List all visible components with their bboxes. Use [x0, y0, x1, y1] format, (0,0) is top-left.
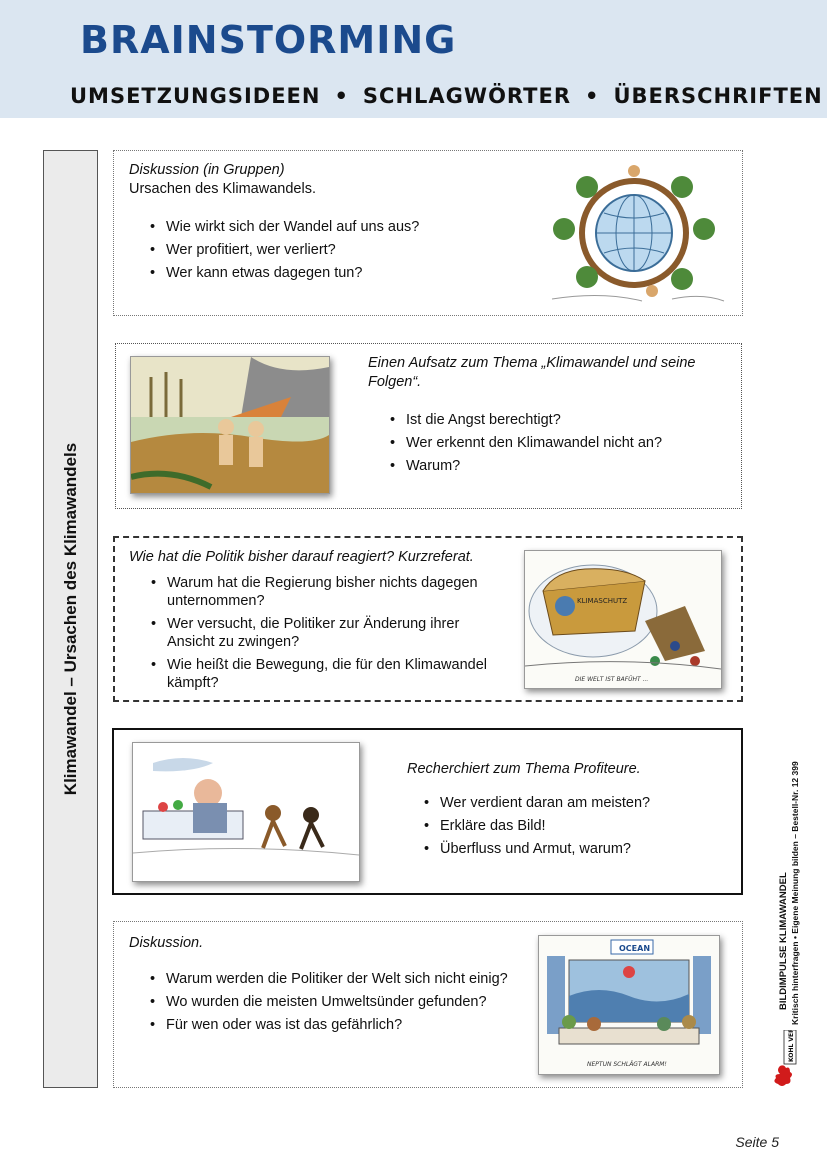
- task-intro-italic: Recherchiert zum Thema Profiteure.: [407, 761, 641, 777]
- task-intro: [129, 161, 316, 199]
- task-intro-italic: Einen Aufsatz zum Thema „Klimawandel und seine Folgen“.: [368, 355, 696, 390]
- page-title: BRAINSTORMING: [80, 18, 457, 62]
- topic-sidebar: [43, 150, 98, 1088]
- task-box-1: [113, 150, 743, 316]
- page-number: Seite 5: [735, 1134, 779, 1150]
- task-questions: [147, 574, 507, 697]
- list-item: • Erkläre das Bild!: [420, 817, 650, 835]
- subtitle-separator: •: [585, 84, 600, 108]
- task-intro: [129, 548, 509, 567]
- publisher-name: KOHL VERLAG: [788, 1030, 795, 1062]
- task-questions: [420, 794, 650, 863]
- list-item: • Überfluss und Armut, warum?: [420, 840, 650, 858]
- list-item: • Wer profitiert, wer verliert?: [146, 241, 419, 259]
- list-item: • Für wen oder was ist das gefährlich?: [146, 1016, 516, 1034]
- list-item: • Wer kann etwas dagegen tun?: [146, 264, 419, 282]
- ark-label: KLIMASCHUTZ: [577, 597, 628, 605]
- ocean-label: OCEAN: [619, 944, 651, 953]
- ocean-cartoon: [538, 935, 720, 1075]
- task-intro-italic: Diskussion (in Gruppen): [129, 162, 285, 178]
- page-subtitle: [70, 84, 823, 108]
- subtitle-part: ÜBERSCHRIFTEN: [613, 84, 823, 108]
- list-item: • Wer versucht, die Politiker zur Änderung ihrer Ansicht zu zwingen?: [147, 615, 507, 651]
- list-item: • Wer erkennt den Klimawandel nicht an?: [386, 434, 662, 452]
- list-item: • Wie wirkt sich der Wandel auf uns aus?: [146, 218, 419, 236]
- header-band: [0, 0, 827, 118]
- task-questions: [386, 411, 662, 480]
- subtitle-separator: •: [334, 84, 349, 108]
- task-intro: [129, 934, 203, 953]
- subtitle-part: SCHLAGWÖRTER: [362, 84, 571, 108]
- book-title: BILDIMPULSE KLIMAWANDEL: [778, 872, 789, 1010]
- list-item: • Wie heißt die Bewegung, die für den Klimawandel kämpft?: [147, 656, 507, 692]
- list-item: • Warum werden die Politiker der Welt sich nicht einig?: [146, 970, 516, 988]
- ocean-caption: NEPTUN SCHLÄGT ALARM!: [587, 1061, 667, 1068]
- task-intro: [407, 760, 641, 779]
- task-intro-italic: Diskussion.: [129, 935, 204, 951]
- list-item: • Ist die Angst berechtigt?: [386, 411, 662, 429]
- publisher-logo: [772, 1030, 800, 1090]
- task-box-5: [113, 921, 743, 1088]
- task-intro-text: Ursachen des Klimawandels.: [129, 181, 316, 197]
- globe-cartoon: [542, 159, 727, 307]
- task-box-3: [113, 536, 743, 702]
- ark-caption: DIE WELT IST BAFÜHT ...: [575, 676, 649, 683]
- task-intro-italic: Wie hat die Politik bisher darauf reagiert? Kurzreferat.: [129, 549, 474, 565]
- list-item: • Wer verdient daran am meisten?: [420, 794, 650, 812]
- book-subtitle: Kritisch hinterfragen • Eigene Meinung bilden – Bestell-Nr. 12 399: [790, 761, 800, 1025]
- ark-cartoon: [524, 550, 722, 689]
- task-questions: [146, 218, 419, 287]
- task-box-2: [115, 343, 742, 509]
- publisher-info: [760, 690, 800, 1025]
- subtitle-part: UMSETZUNGSIDEEN: [70, 84, 321, 108]
- sidebar-label: Klimawandel – Ursachen des Klimawandels: [60, 442, 80, 796]
- task-questions: [146, 970, 516, 1039]
- task-intro: [368, 354, 728, 392]
- paradise-cartoon: [130, 356, 330, 494]
- list-item: • Warum hat die Regierung bisher nichts dagegen unternommen?: [147, 574, 507, 610]
- list-item: • Wo wurden die meisten Umweltsünder gefunden?: [146, 993, 516, 1011]
- feast-cartoon: [132, 742, 360, 882]
- task-box-4: [112, 728, 743, 895]
- list-item: • Warum?: [386, 457, 662, 475]
